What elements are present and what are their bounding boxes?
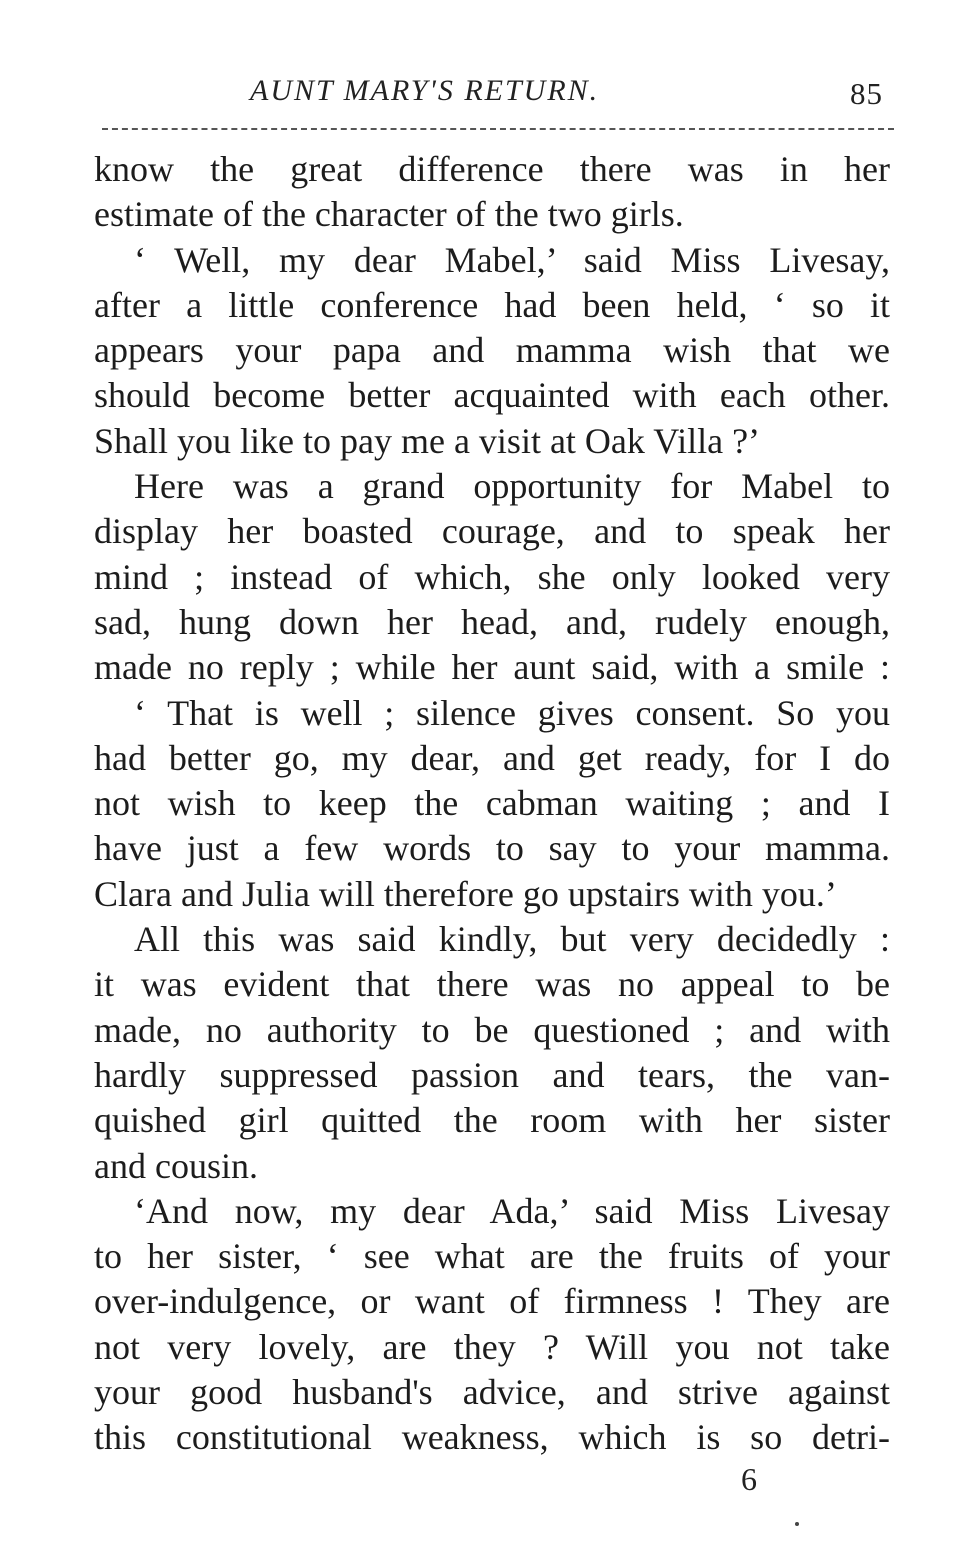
text-line: estimate of the character of the two girls. [94,194,684,235]
text-line: to her sister, ‘ see what are the fruits of your [94,1236,890,1277]
text-line: quished girl quitted the room with her sister [94,1100,890,1141]
ink-speck [795,1522,799,1526]
text-line: it was evident that there was no appeal to be [94,964,890,1005]
running-title: AUNT MARY'S RETURN. [250,74,600,107]
text-line: All this was said kindly, but very decidedly : [134,919,890,960]
text-line: ‘ That is well ; silence gives consent. So you [134,692,890,733]
text-line: over-indulgence, or want of firmness ! They are [94,1281,890,1322]
text-line: Clara and Julia will therefore go upstairs with you.’ [94,873,837,914]
text-line: your good husband's advice, and strive against [94,1372,890,1413]
text-line: after a little conference had been held, ‘ so it [94,284,890,325]
text-line: ‘ Well, my dear Mabel,’ said Miss Livesay, [134,239,890,280]
text-line: have just a few words to say to your mamma. [94,828,890,869]
text-line: made no reply ; while her aunt said, with a smile : [94,647,890,688]
text-line: had better go, my dear, and get ready, for I do [94,737,890,778]
body-text [94,147,890,1461]
page-number: 85 [850,76,883,111]
text-line: display her boasted courage, and to speak her [94,511,890,552]
text-line: know the great difference there was in her [94,149,890,189]
text-line: not very lovely, are they ? Will you not take [94,1326,890,1367]
text-line: Shall you like to pay me a visit at Oak Villa ?’ [94,420,761,461]
text-line: Here was a grand opportunity for Mabel to [134,466,890,507]
text-line: hardly suppressed passion and tears, the van- [94,1054,890,1095]
text-line: this constitutional weakness, which is so detri- [94,1417,890,1458]
text-line: made, no authority to be questioned ; and with [94,1009,890,1050]
text-line: should become better acquainted with each other. [94,375,890,416]
text-line: and cousin. [94,1145,258,1186]
text-line: sad, hung down her head, and, rudely enough, [94,601,890,642]
text-line: mind ; instead of which, she only looked very [94,556,890,597]
text-line: ‘And now, my dear Ada,’ said Miss Livesay [134,1190,890,1231]
header-rule [102,128,894,130]
signature-mark: 6 [741,1461,757,1497]
text-line: appears your papa and mamma wish that we [94,330,890,371]
text-line: not wish to keep the cabman waiting ; and I [94,783,890,824]
